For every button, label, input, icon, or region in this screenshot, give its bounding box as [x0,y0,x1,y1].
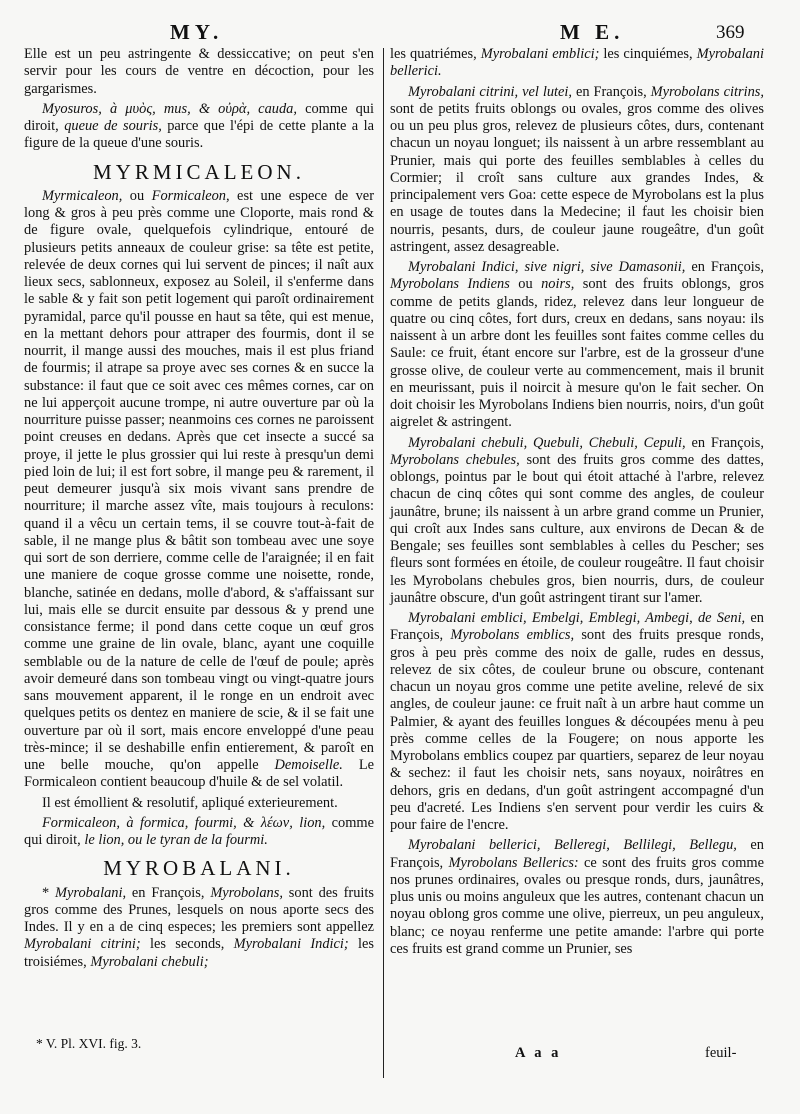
entry-term: Myosuros, à μυὸς, mus, & οὐρὰ, cauda, [42,100,297,117]
section-heading: MYROBALANI. [103,856,295,881]
entry-term: Myrobolans Indiens [390,276,510,293]
footnote: * V. Pl. XVI. fig. 3. [36,1036,142,1051]
entry-term: Demoiselle. [274,757,343,773]
paragraph: Myrobalani chebuli, Quebuli, Chebuli, Cepuli, en François, Myrobolans chebules, sont des fruits gros comme des dattes, oblongs, pointus par le bout qui étoit attaché à l'arbre, relevez chacun de cinq côtes qui sont comme des angles, de couleur jaunâtre, brune; ils naissent à un arbre grand comme un Prunier, qui croît aux Indes sans culture, aux environs de Decan & de Bengale; ses feuilles sont semblables à celles du Pescher; ses fleurs sont formées en étoile, de couleur rougeâtre. Il faut choisir les Myrobolans chebules gros, bien nourris, durs, de couleur jaunâtre obscure, d'un goût astringent tirant sur l'amer. [390,434,765,606]
entry-term: queue de souris, [64,118,162,134]
entry-term: Myrobalani Indici, sive nigri, sive Damasonii, [408,259,686,275]
entry-term: Myrobalani chebuli; [90,953,209,970]
entry-term: Myrmicaleon, [42,187,123,204]
entry-term: Myrobolans Bellerics: [448,854,579,871]
paragraph: Myrobalani Indici, sive nigri, sive Damasonii, en François, Myrobolans Indiens ou noirs, sont des fruits oblongs, gros comme de petits glands, ridez, relevez dans leur longueur de quatre ou cinq côtes, fort durs, creux en dedans, sans noyau: ils naissent à un arbre dont les feuilles sont faites comme celles du Saule: ce fruit, étant encore sur l'arbre, est de la grosseur d'une grosse olive, de couleur verte au commencement, mais il brunit en meurissant, puis il noircit à mesure qu'on le fait secher. On doit choisir les Myrobolans Indiens bien nourris, noirs, d'un goût aigrelet & astringent. [390,259,764,431]
entry-term: Myrobalani, [55,884,127,901]
right-column [390,46,764,961]
entry-term: Myrobalani Indici; [233,936,349,953]
running-head-right: M E. [560,20,625,44]
entry-term: Formicaleon, [151,187,230,204]
paragraph: les quatriémes, Myrobalani emblici; les cinquiémes, Myrobalani bellerici. [390,46,764,80]
column-divider [383,48,384,1078]
entry-term: Myrobolans emblics, [450,627,575,644]
paragraph: Elle est un peu astringente & dessiccative; on peut s'en servir pour les cours de ventre en décoction, pour les gargarismes. [24,46,374,97]
entry-term: Formicaleon, à formica, fourmi, & λέων, lion, [42,814,326,831]
entry-term: Myrobalani chebuli, Quebuli, Chebuli, Cepuli, [408,434,686,451]
entry-term: Myrobalani bellerici. [390,46,764,80]
paragraph: Myosuros, à μυὸς, mus, & οὐρὰ, cauda, comme qui diroit, queue de souris, parce que l'épi de cette plante a la figure de la queue d'une souris. [24,100,374,152]
entry-term: le lion, ou le tyran de la fourmi. [84,832,268,848]
entry-term: Myrobalani emblici; [480,46,600,62]
paragraph: Myrobalani citrini, vel lutei, en François, Myrobolans citrins, sont de petits fruits oblongs ou ovales, gros comme des olives ou un peu plus gros, relevez de plusieurs côtes, durs, contenant chacun un noyau longuet; ils naissent à un arbre ressemblant au Prunier, mais qui porte des feuilles semblables à celles du Cormier; il croît sans culture aux grandes Indes, & principalement vers Goa: cette espece de Myrobolans est la plus en usage de toutes dans la Medecine; il faut les choisir bien nourris, pesants, durs, de couleur jaune rougeâtre, d'un goût astringent, assez desagreable. [390,83,764,255]
paragraph: Myrmicaleon, ou Formicaleon, est une espece de ver long & gros à peu près comme une Cloporte, mais rond & de figure ovale, quelquefois cylindrique, entouré de plusieurs petits anneaux de couleur grise: sa tête est petite, relevée de deux cornes qui lui servent de pinces; il naît aux lieux secs, sablonneux, exposez au Soleil, il s'enferme dans le sable & y fait son petit logement qui paroît ordinairement pyramidal, parce qu'il pousse en haut sa tête, qui est menue, en la mettant dehors pour attraper des fourmis, dont il se nourrit, il mange aussi des mouches, mais il est plus friand de fourmis; il atrape sa proye avec ses cornes & en succe la substance: il faut que ce soit avec ces mêmes cornes, car on ne lui apperçoit aucune trompe, ni autre ouverture par où la nourriture puisse passer; neanmoins ces cornes ne paroissent point creuses en dedans. Après que cet insecte a succé sa proye, il jette le plus grossier qui lui reste à presqu'un demi pied loin de lui; il est fort sobre, il mange peu & rarement, il peut demeurer jusqu'à six mois vivant sans prendre de nourriture; il marche assez vîte, mais toujours à reculons: quand il a vêcu un certain tems, il se couvre tout-à-fait de sable, il ne mange plus & bâtit son tombeau avec une soye qui sort de son derriere, comme celle de l'araignée; il en fait une maniere de coque grosse comme une noisette, ronde, blanche, satinée en dedans, molle d'abord, & s'affaissant sur lui, mais elle se durcit ensuite par dessous & y prend une consistance ferme; il pond dans cette coque un œuf gros comme une graine de lin ovale, blanc, ayant une coquille semblable ou de la nature de celle de l'œuf de poule; après avoir demeuré dans son tombeau vingt ou vingt-quatre jours sans mouvement apparent, il le ronge en un endroit avec quelques petits os dentez en maniere de scie, & il se fait une ouverture par où il sort, mais encore enveloppé d'une peau très-mince; il se deshabille enfin entierement, & paroît en une belle mouche, qu'on appelle Demoiselle. Le Formicaleon contient beaucoup d'huile & de sel volatil. [24,187,374,791]
entry-term: Myrobalani citrini, vel lutei, [408,83,573,100]
entry-term: noirs, [541,276,575,293]
paragraph: Myrobalani bellerici, Belleregi, Bellilegi, Bellegu, en François, Myrobolans Bellerics: ce sont des fruits gros comme nos prunes ordinaires, ovales ou presque ronds, durs, jaunâtres, plus unis ou moins anguleux que les autres, contenant chacun un noyau oblong gros comme une olive, pierreux, un peu anguleux, blanc; ce noyau renferme une petite amande: l'arbre qui porte ces fruits est grand comme un Prunier, ses [390,837,764,957]
page-number: 369 [716,22,745,43]
paragraph: * Myrobalani, en François, Myrobolans, sont des fruits gros comme des Prunes, lesquels on nous aporte secs des Indes. Il y en a de cinq especes; les premiers sont appellez Myrobalani citrini; les seconds, Myrobalani Indici; les troisiémes, Myrobalani chebuli; [24,884,375,970]
signature-mark: A a a [515,1045,562,1061]
section-heading: MYRMICALEON. [93,159,305,184]
entry-term: Myrobalani bellerici, Belleregi, Bellilegi, Bellegu, [408,837,737,854]
running-head-left: MY. [170,20,224,44]
paragraph: Formicaleon, à formica, fourmi, & λέων, lion, comme qui diroit, le lion, ou le tyran de la fourmi. [24,814,374,848]
entry-term: Myrobolans, [210,884,283,901]
entry-term: Myrobolans chebules, [390,451,520,468]
entry-term: Myrobalani citrini; [24,936,141,953]
entry-term: Myrobolans citrins, [650,83,764,100]
catchword: feuil- [705,1045,737,1061]
paragraph: Myrobalani emblici, Embelgi, Emblegi, Ambegi, de Seni, en François, Myrobolans emblics, sont des fruits presque ronds, gros à peu près comme des noix de galle, rudes en dessus, relevez de six côtes, de couleur brune ou obscure, contenant chacun un noyau gros comme une petite aveline, relevé de six angles, de couleur jaune: ce fruit naît à un arbre haut comme un Palmier, & ayant des feuilles longues & découpées menu à peu près comme celles de la Fougere; on nous apporte les Myrobolans emblics coupez par quartiers, separez de leur noyau & sechez: il faut les choisir nets, sans noyaux, noirâtres en dehors, gris en dedans, d'un goût astringent accompagné d'un peu d'acreté. Les Indiens s'en servent pour verdir les cuirs & pour faire de l'encre. [390,610,764,833]
entry-term: Myrobalani emblici, Embelgi, Emblegi, Ambegi, de Seni, [408,610,746,626]
left-column [24,46,374,974]
paragraph: Il est émollient & resolutif, apliqué exterieurement. [42,794,338,811]
